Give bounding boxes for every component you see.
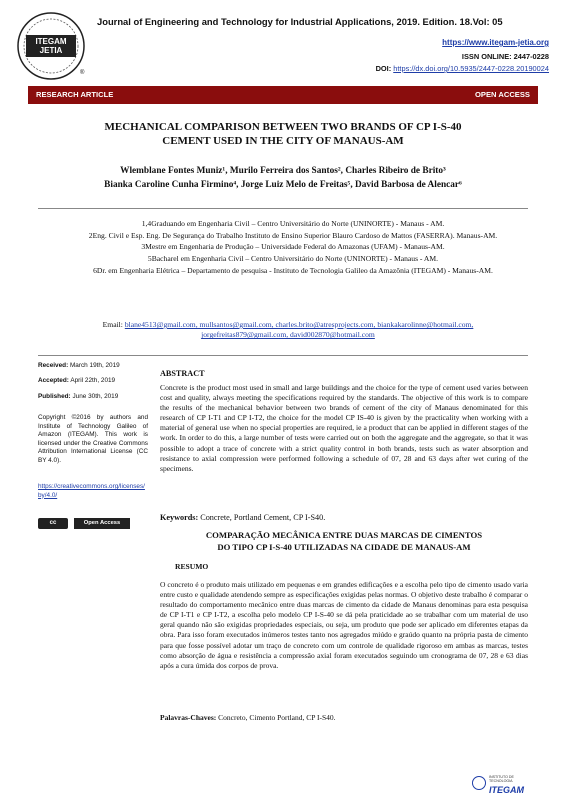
published-value: June 30th, 2019 [72, 393, 119, 400]
divider-top [38, 208, 528, 209]
license-link[interactable]: https://creativecommons.org/licenses/by/4.0/ [38, 483, 145, 499]
accepted-value: April 22th, 2019 [70, 377, 116, 384]
journal-logo [12, 8, 90, 84]
footer-itegam-logo [472, 774, 526, 798]
copyright-notice: Copyright ©2016 by authors and Institute of Technology Galileo of Amazon (ITEGAM). This work is licensed under the Creative Commons Attribution International License (CC BY 4.0). [38, 414, 148, 464]
affiliation-3: 3Mestre em Engenharia de Produção – Universidade Federal do Amazonas (UFAM) - Manaus-AM. [141, 242, 445, 252]
paper-title-line-2: CEMENT USED IN THE CITY OF MANAUS-AM [162, 135, 404, 147]
open-access-label: OPEN ACCESS [475, 90, 530, 99]
authors-line-2: Bianka Caroline Cunha Firmino⁴, Jorge Luiz Melo de Freitas⁵, David Barbosa de Alencar⁶ [104, 180, 462, 190]
palavras-chaves-line [160, 713, 336, 722]
affiliations [58, 219, 528, 278]
keywords-line [160, 513, 325, 522]
received-value: March 19th, 2019 [69, 362, 120, 369]
affiliation-5: 5Bacharel em Engenharia Civil – Centro Universitário do Norte (UNINORTE) - Manaus - AM. [147, 254, 439, 264]
keywords-label: Keywords: [160, 513, 199, 522]
abstract-text: Concrete is the product most used in small and large buildings and the choice for the type of cement used varies between cost and quality, always meeting the specifications required by the standards. The objective of this work is to compare the results of the mechanical behavior between two brands of cement of the city of Manaus denominated for this research of CP I-T1 and CP I-T2, the choice for the model CP IS-40 is given by the practicality when working with a material of general use when no special properties are required, ie a product that can be applied in different stages of the work. In order to do this, a large number of tests were carried out on both the aggregate and the aggregate, so that it was possible to adopt a trace of concrete with a strict quality control in both brands, tests such as water absorption and resistance to axial compression were performed following a schedule of 07, 28 and 63 days after wet curing of the specimens. [160, 383, 528, 473]
affiliation-1-4: 1,4Graduando em Engenharia Civil – Centro Universitário do Norte (UNINORTE) - Manaus - AM. [141, 219, 445, 228]
paper-title [40, 120, 526, 148]
open-access-icon: Open Access [74, 518, 130, 529]
affiliation-6: 6Dr. em Engenharia Elétrica – Departamento de pesquisa - Instituto de Tecnologia Galileo da Amazônia (ITEGAM) - Manaus-AM. [93, 265, 493, 275]
resumo-heading: RESUMO [175, 562, 209, 571]
email-addresses-link[interactable]: blane4513@gmail.com, mullsantos@gmail.com, charles.brito@atresprojects.com, biankakarolinne@hotmail.com, jorgefreitas879@gmail.com, david002870@hotmail.com [124, 320, 474, 340]
registered-mark: ® [80, 70, 85, 76]
received-label: Received: [38, 362, 69, 369]
footer-logo-name: ITEGAM [489, 785, 524, 795]
affiliation-2: 2Eng. Civil e Esp. Eng. De Segurança do Trabalho Instituto de Ensino Superior Blauro Cardoso de Mattos (FASERRA). Manaus-AM. [88, 230, 498, 240]
article-type-banner [28, 86, 538, 104]
resumo-text: O concreto é o produto mais utilizado em pequenas e em grandes edificações e a escolha pelo tipo de cimento usado varia entre custo e qualidade atendendo sempre as especificações exigidas pelas normas. O objetivo deste trabalho é comparar o resultado do comportamento mecânico entre duas marcas de cimento da cidade de Manaus denominas para esta pesquisa de CP I-T1 e CP I-T2, a escolha pelo modelo CP I-S-40 se dá pela praticidade ao se trabalhar com um material de uso geral quando não são exigidas propriedades especiais, ou seja, um produto que pode ser aplicado em diferentes etapas da obra. Para isso foram executados inúmeros testes tanto nos agregados miúdo e graúdo quanto na própria pasta de cimento para que fosse possível adotar um traço de concreto com um controle de qualidade rigoroso em ambas as marcas, testes como absorção de água e resistência a compressão axial foram executados seguindo um cronograma de 07, 28 e 63 dias após a cura úmida dos corpos de prova. [160, 580, 528, 670]
doi-line [376, 64, 549, 73]
published-date [38, 393, 148, 402]
doi-link[interactable]: https://dx.doi.org/10.5935/2447-0228.20190024 [393, 64, 549, 73]
issn-text: ISSN ONLINE: 2447-0228 [461, 52, 549, 61]
author-list [30, 164, 536, 192]
accepted-date [38, 377, 148, 386]
cc-by-icon: cc [38, 518, 68, 529]
palavras-chaves-label: Palavras-Chaves: [160, 713, 217, 722]
logo-top-text: ITEGAM [35, 37, 67, 46]
email-label: Email: [102, 320, 123, 329]
divider-middle [38, 355, 528, 356]
keywords-value: Concrete, Portland Cement, CP I-S40. [200, 513, 326, 522]
doi-label: DOI: [375, 64, 392, 73]
portuguese-title [160, 530, 528, 553]
accepted-label: Accepted: [38, 377, 69, 384]
research-article-label: RESEARCH ARTICLE [36, 90, 114, 99]
footer-logo-mark-icon [472, 776, 486, 790]
received-date [38, 362, 148, 371]
footer-logo-subtitle: INSTITUTO DE TECNOLOGIA [489, 775, 514, 783]
portuguese-title-line-2: DO TIPO CP I-S-40 UTILIZADAS NA CIDADE DE MANAUS-AM [217, 541, 471, 552]
logo-bottom-text: JETIA [39, 46, 63, 55]
palavras-chaves-value: Concreto, Cimento Portland, CP I-S40. [218, 713, 336, 722]
published-label: Published: [38, 393, 71, 400]
paper-title-line-1: MECHANICAL COMPARISON BETWEEN TWO BRANDS OF CP I-S-40 [104, 121, 462, 133]
abstract-heading: ABSTRACT [160, 369, 205, 378]
journal-url-link[interactable]: https://www.itegam-jetia.org [442, 38, 549, 47]
portuguese-title-line-1: COMPARAÇÃO MECÂNICA ENTRE DUAS MARCAS DE CIMENTOS [205, 530, 483, 540]
journal-name: Journal of Engineering and Technology for Industrial Applications, 2019. Edition. 18.Vol: 05 [97, 16, 503, 27]
authors-line-1: Wlemblane Fontes Muniz¹, Murilo Ferreira dos Santos², Charles Ribeiro de Brito³ [120, 166, 446, 176]
email-block [70, 320, 506, 340]
